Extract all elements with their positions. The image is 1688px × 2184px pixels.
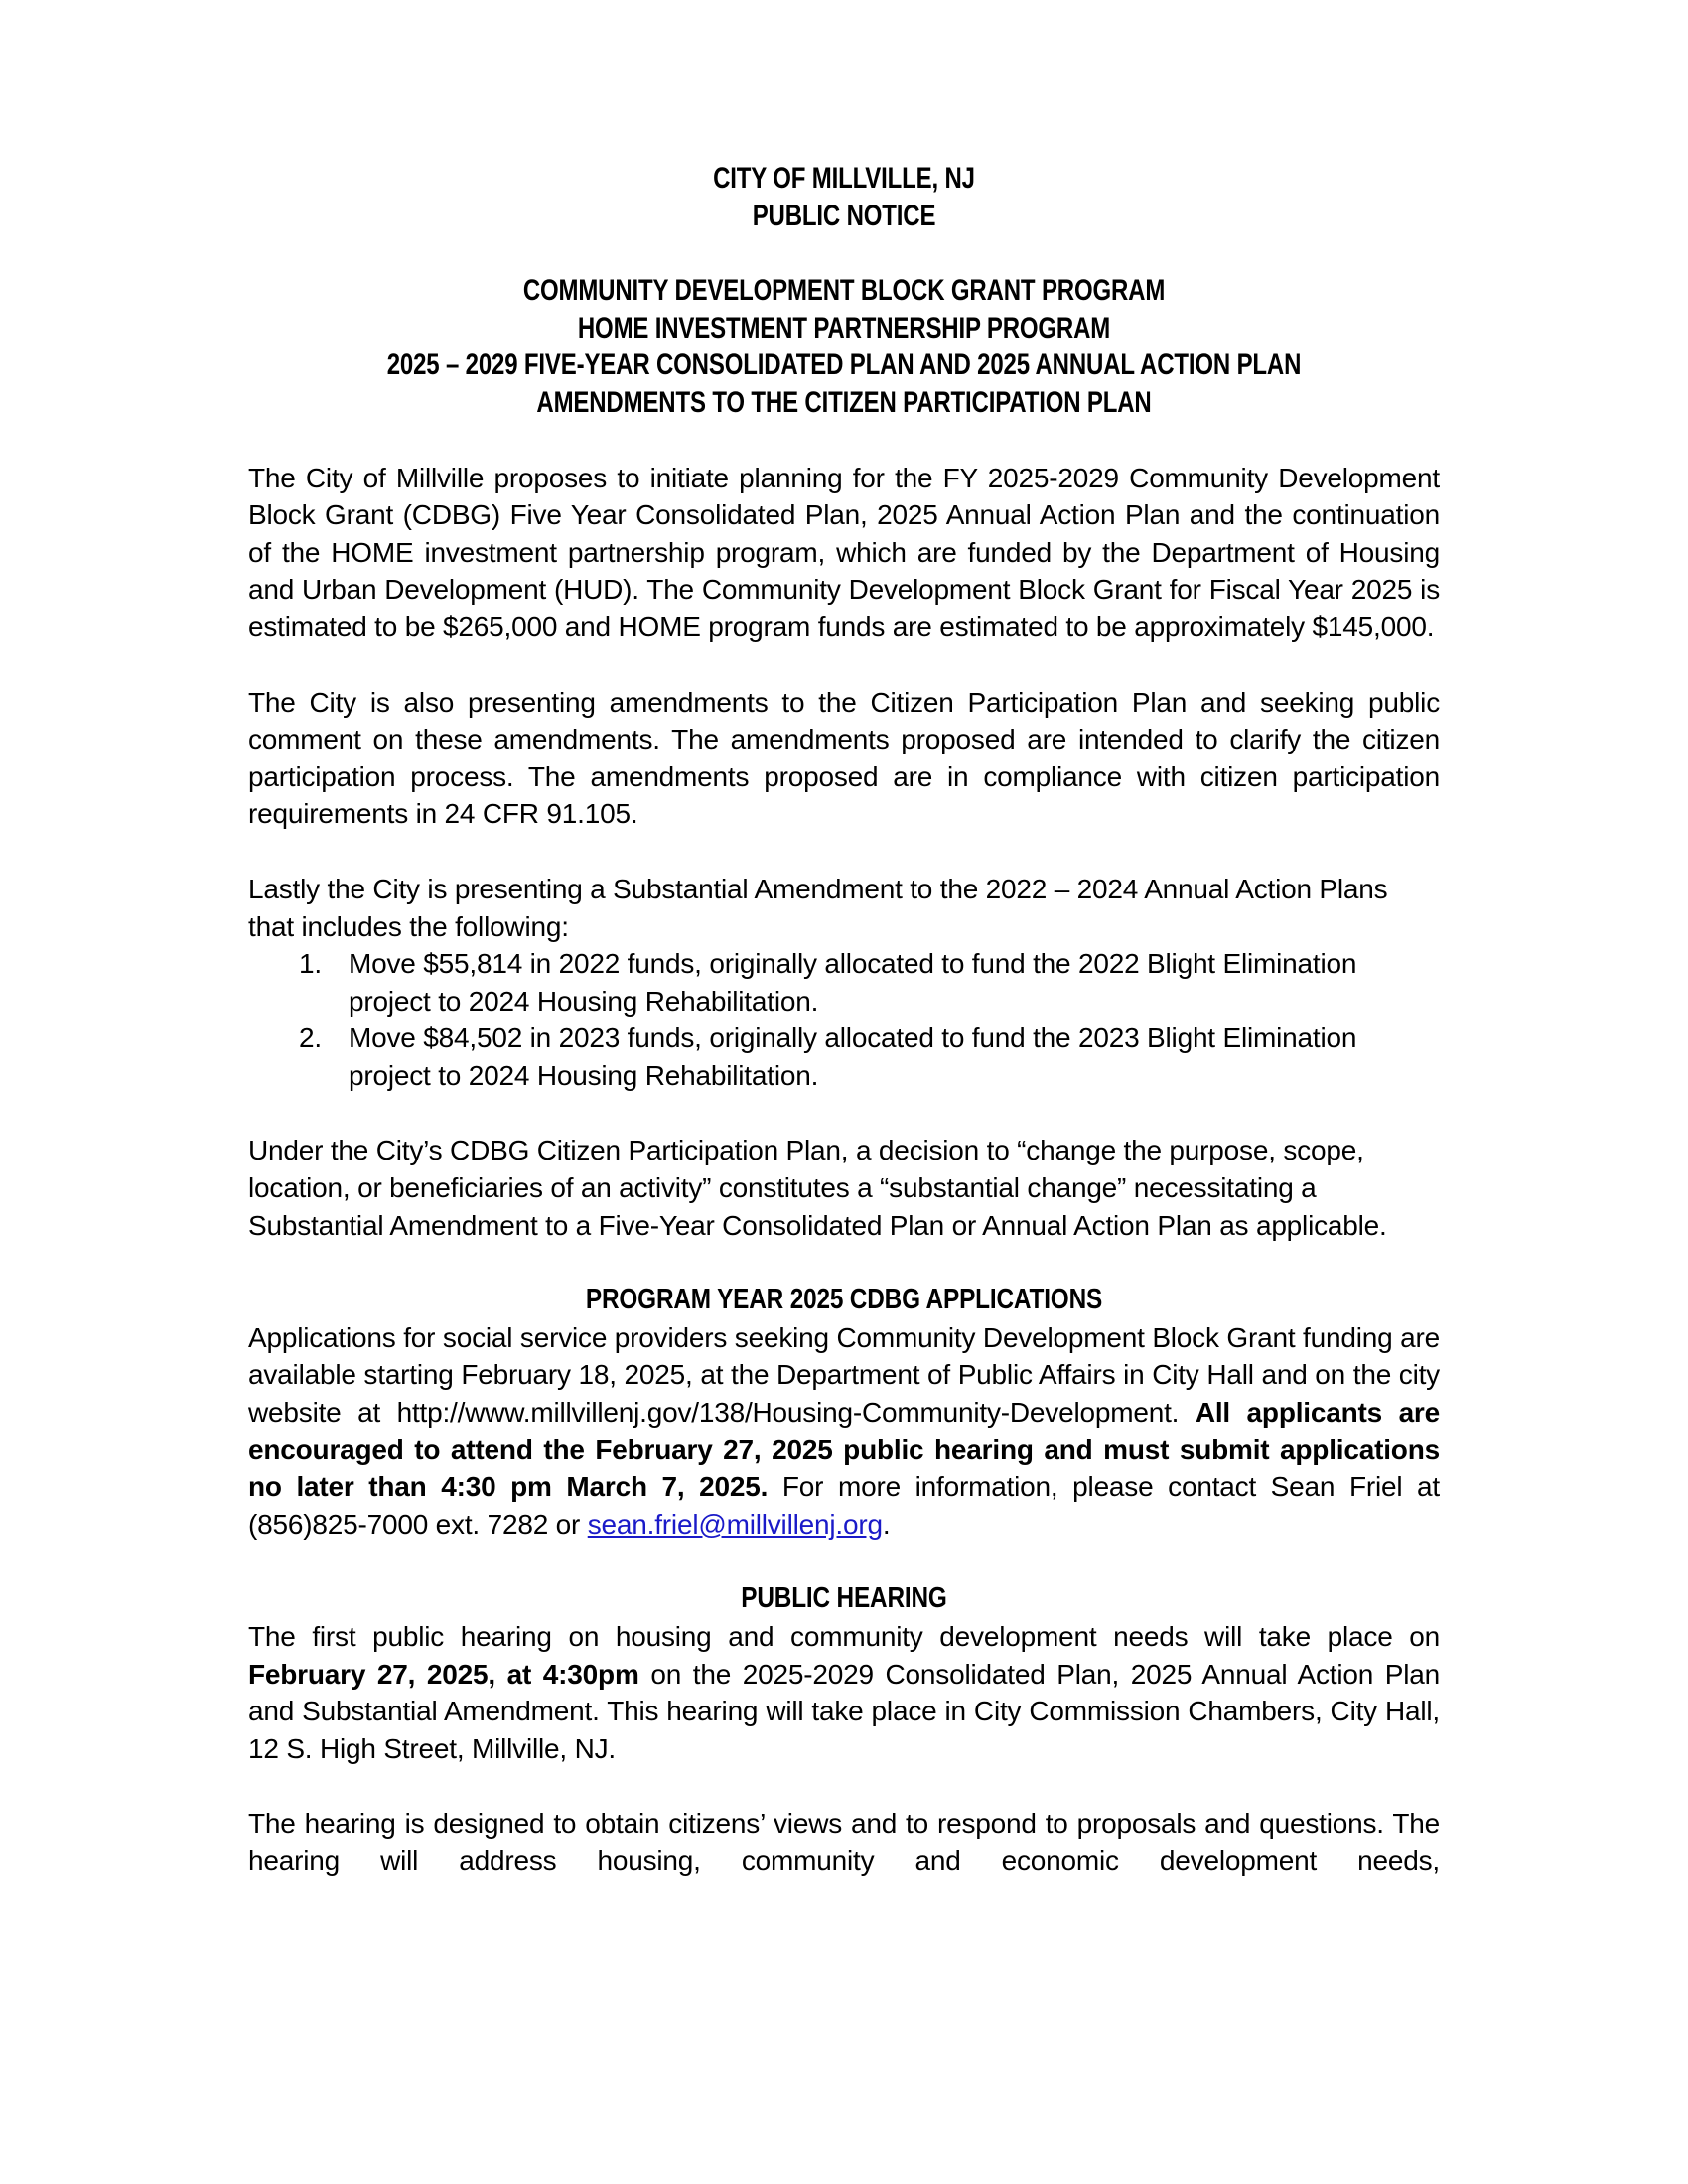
program-heading-block <box>248 272 1440 421</box>
bold-text-run: All applicants are encouraged to attend the February 27, 2025 public hearing and must submit applications no later than 4:30 pm March 7, 2025. <box>248 1397 1441 1503</box>
paragraph-applications <box>248 1319 1440 1544</box>
list-item-number: 2. <box>299 1023 322 1054</box>
page-content <box>248 0 1440 1880</box>
text-run: For more information, please contact Sean Friel at (856)825-7000 ext. 7282 or <box>248 1471 1440 1540</box>
list-item-text: Move $84,502 in 2023 funds, originally allocated to fund the 2023 Blight Elimination project to 2024 Housing Rehabilitation. <box>349 1023 1357 1091</box>
section-heading-cdbg-applications: PROGRAM YEAR 2025 CDBG APPLICATIONS <box>585 1284 1103 1316</box>
title-block <box>248 160 1440 234</box>
section-heading-public-hearing: PUBLIC HEARING <box>741 1582 947 1615</box>
program-heading-line-2: HOME INVESTMENT PARTNERSHIP PROGRAM <box>577 311 1111 344</box>
text-run: Lastly the City is presenting a Substantial Amendment to the 2022 – 2024 Annual Action Plans that includes the following: <box>248 873 1388 942</box>
program-heading-line-4: AMENDMENTS TO THE CITIZEN PARTICIPATION PLAN <box>536 385 1152 419</box>
text-run: Applications for social service providers seeking Community Development Block Grant funding are available starting February 18, 2025, at the Department of Public Affairs in City Hall and on the city website at http://www.millvillenj.gov/138/Housing-Community-Development. <box>248 1321 1440 1429</box>
email-link[interactable]: sean.friel@millvillenj.org <box>587 1508 883 1540</box>
doc-subtitle: PUBLIC NOTICE <box>752 199 936 232</box>
paragraph-citizen-amendments <box>248 684 1440 833</box>
paragraph-substantial-lead <box>248 871 1440 945</box>
text-run: The City is also presenting amendments to the Citizen Participation Plan and seeking public comment on these amendments. The amendments proposed are intended to clarify the citizen participation process. The amendments proposed are in compliance with citizen participation requirements in 24 CFR 91.105. <box>248 686 1440 830</box>
list-item-text: Move $55,814 in 2022 funds, originally allocated to fund the 2022 Blight Elimination project to 2024 Housing Rehabilitation. <box>349 948 1357 1017</box>
paragraph-hearing <box>248 1618 1440 1767</box>
program-heading-line-3: 2025 – 2029 FIVE-YEAR CONSOLIDATED PLAN AND 2025 ANNUAL ACTION PLAN <box>386 348 1302 382</box>
text-run: The hearing is designed to obtain citizens’ views and to respond to proposals and questions. The hearing will address housing, community and economic development needs, <box>248 1808 1440 1876</box>
paragraph-hearing-purpose <box>248 1805 1440 1879</box>
text-run: Under the City’s CDBG Citizen Participation Plan, a decision to “change the purpose, scope, location, or beneficiaries of an activity” constitutes a “substantial change” necessitating a Substantial Amendment to a Five-Year Consolidated Plan or Annual Action Plan as applicable. <box>248 1135 1387 1241</box>
paragraph-substantial-change <box>248 1132 1440 1244</box>
bold-text-run: February 27, 2025, at 4:30pm <box>248 1658 639 1690</box>
program-heading-line-1: COMMUNITY DEVELOPMENT BLOCK GRANT PROGRAM <box>522 274 1166 308</box>
doc-title: CITY OF MILLVILLE, NJ <box>713 162 975 195</box>
list-item <box>248 1020 1440 1094</box>
list-item <box>248 945 1440 1020</box>
text-run: The first public hearing on housing and community development needs will take place on <box>248 1621 1440 1652</box>
paragraph-intro <box>248 460 1440 646</box>
list-item-number: 1. <box>299 948 322 980</box>
text-run: . <box>882 1508 891 1540</box>
amendment-list <box>248 945 1440 1094</box>
text-run: on the 2025-2029 Consolidated Plan, 2025 Annual Action Plan and Substantial Amendment. This hearing will take place in City Commission Chambers, City Hall, 12 S. High Street, Millville, NJ. <box>248 1658 1440 1764</box>
text-run: The City of Millville proposes to initiate planning for the FY 2025-2029 Community Development Block Grant (CDBG) Five Year Consolidated Plan, 2025 Annual Action Plan and the continuation of the HOME investment partnership program, which are funded by the Department of Housing and Urban Development (HUD). The Community Development Block Grant for Fiscal Year 2025 is estimated to be $265,000 and HOME program funds are estimated to be approximately $145,000. <box>248 462 1440 642</box>
